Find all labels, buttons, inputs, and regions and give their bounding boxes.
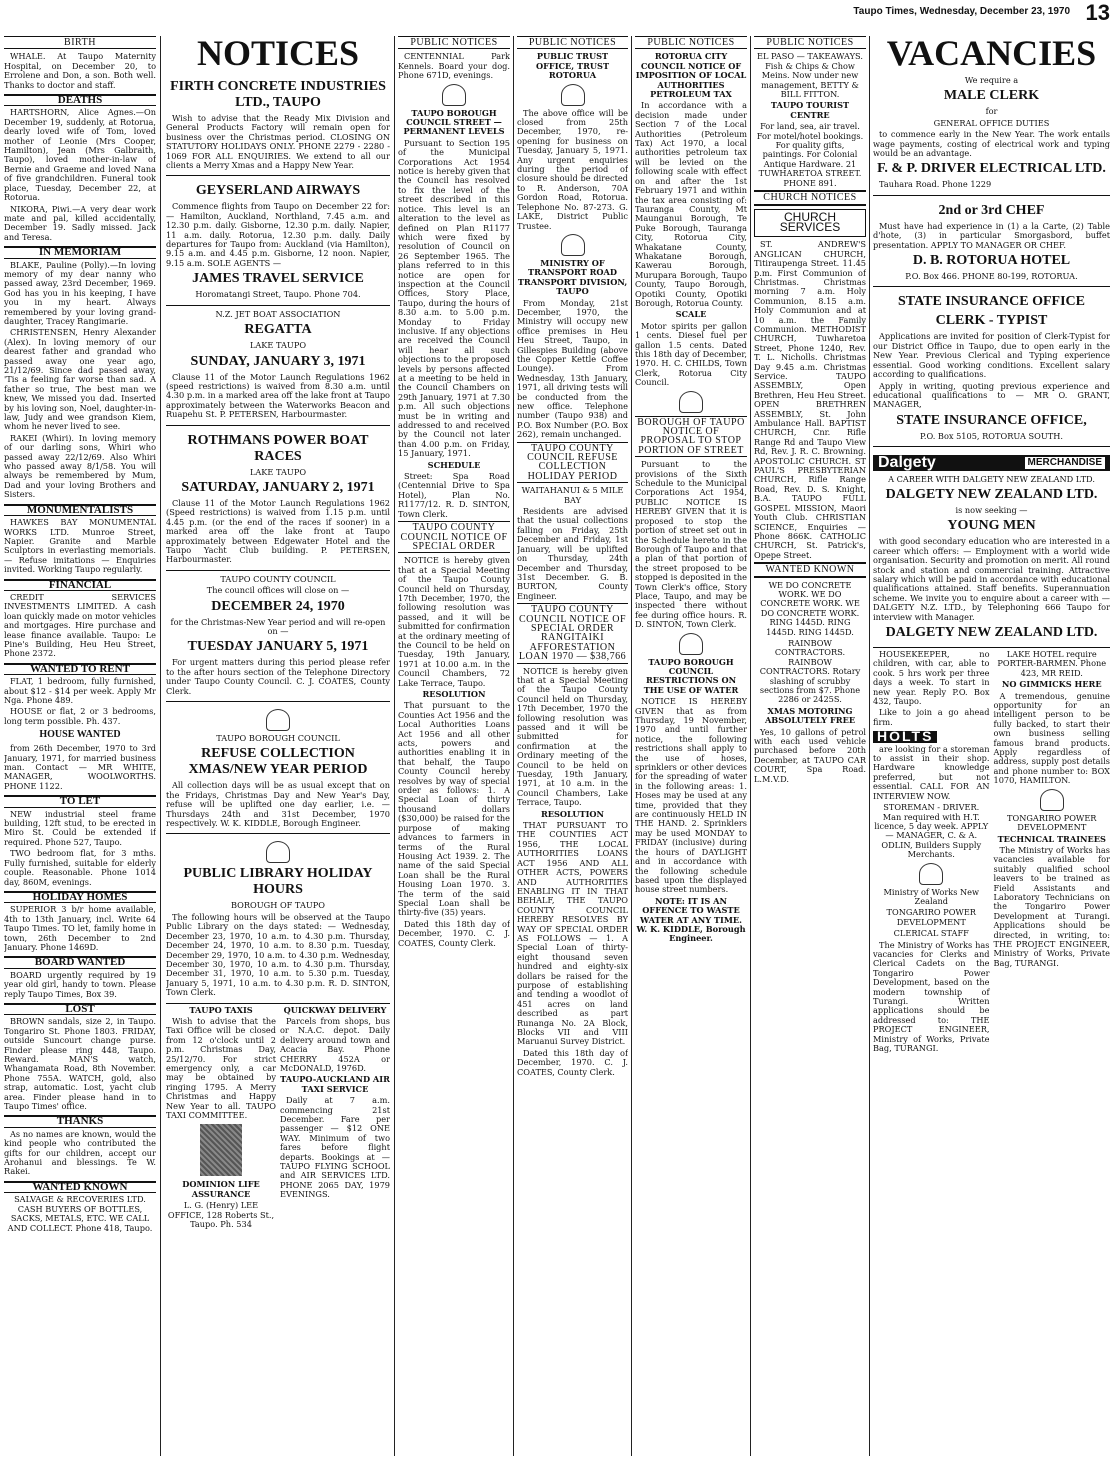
borough-heading: TAUPO BOROUGH COUNCIL STREET — PERMANENT LEVELS: [403, 107, 505, 137]
job-text: Like to join a go ahead firm.: [873, 707, 990, 727]
clerk-text: to commence early in the New Year. The work entails wage payments, costing of electrical work and typing would be an advantage.: [873, 129, 1110, 159]
classifieds-column: [4, 36, 156, 1456]
holts-logo: HOLTS: [873, 731, 937, 742]
regatta-heading: REGATTA: [244, 322, 312, 338]
state-apply: Apply in writing, quoting previous experience and educational qualifications to — MR O. GRANT, MANAGER,: [873, 380, 1110, 410]
clerical-heading: CLERICAL STAFF: [893, 928, 969, 939]
public-notices-header: PUBLIC NOTICES: [517, 36, 628, 49]
dalgety-heading: DALGETY NEW ZEALAND LTD.: [885, 486, 1098, 502]
dalgety-logo: [873, 455, 1110, 470]
memoriam-heading: IN MEMORIAM: [4, 246, 156, 258]
public-notices-header: PUBLIC NOTICES: [754, 36, 866, 49]
trust-heading: PUBLIC TRUST OFFICE, TRUST ROTORUA: [535, 51, 610, 81]
dated-text: Dated this 18th day of December, 1970. C. J. COATES, County Clerk.: [517, 1047, 628, 1077]
memoriam-notice: RAKEI (Whiri). In loving memory of our darling sons, Whiri who passed away 22/12/69. Also Whiri who passed away 8/1/58. You will always be remembered by Mum, Dad and your loving Brothers and Sisters.: [4, 432, 156, 500]
classified-ad: from 26th December, 1970 to 3rd January, 1971, for married business man. Contact — MR WHITE, MANAGER, WOOLWORTHS. PHONE 1122.: [4, 743, 156, 791]
transport-heading: MINISTRY OF TRANSPORT ROAD TRANSPORT DIVISION, TAUPO: [517, 257, 628, 297]
birth-notice: WHALE. At Taupo Maternity Hospital, on December 20, to Errolene and Don, a son. Both well. Thanks to doctor and staff.: [4, 51, 156, 90]
notices-column: [166, 36, 390, 1456]
waste-text: NOTE: IT IS AN OFFENCE TO WASTE WATER AT ANY TIME. W. K. KIDDLE, Borough Engineer.: [636, 895, 746, 944]
resolution-text: THAT PURSUANT TO THE COUNTIES ACT 1956, THE LOCAL AUTHORITIES LOANS ACT 1956 AND ALL OTHER ACTS, POWERS AND AUTHORITIES ENABLING IT IN THAT BEHALF, THE TAUPO COUNTY COUNCIL HEREBY RESOLVES BY WAY OF SPECIAL ORDER AS FOLLOWS — 1. A Special Loan of thirty-eight thousand seven hundred and eighty-six dollars be raised for the purpose of establishing and tending a woodlot of 451 acres on land described as part Runanga No. 2A Block, Blocks VII and VIII Maruanui Survey District.: [517, 820, 628, 1047]
ministry-crest-icon: [919, 863, 943, 885]
column-rule: [869, 36, 870, 1456]
library-heading: PUBLIC LIBRARY HOLIDAY HOURS: [183, 866, 373, 898]
stop-street-heading: BOROUGH OF TAUPO NOTICE OF PROPOSAL TO STOP PORTION OF STREET: [635, 416, 747, 458]
water-text: NOTICE IS HEREBY GIVEN that as from Thursday, 19 November, 1970 and until further notice, the following restrictions shall apply to the use of hoses, sprinklers or other devices for the spreading of water in the following areas: 1. Hoses may be used at any time, provided that they are continuously HELD IN THE HAND. 2. Sprinklers may be used MONDAY to FRIDAY (inclusive) during the hours of DAYLIGHT and in accordance with the following schedule based upon the displayed house street numbers.: [635, 696, 747, 895]
church-text: ST. ANDREW'S ANGLICAN CHURCH, Titiraupenga Street. 11.45 p.m. First Communion of Christmas. Christmas morning 7 a.m. Holy Communion, 8.15 a.m. Holy Communion and at 10 a.m. the Family Communion. METHODIST CHURCH, Tuwharetoa Street, Phone 1240, Rev. T. L. Nicholls. Christmas Day 9.45 a.m. Christmas Service. TAUPO ASSEMBLY, Open Brethren, Heu Heu Street. OPEN BRETHREN ASSEMBLY, St. John Ambulance Hall. BAPTIST CHURCH, Cnr. Rifle Range Rd and Taupo View Rd, Rev. J. R. C. Browning. APOSTOLIC CHURCH. ST PAUL'S PRESBYTERIAN CHURCH, Rifle Range Road, Rev. D. S. Knight, B.A. TAUPO FULL GOSPEL MISSION, Maori Youth Club. CHRISTIAN SCIENCE, Enquiries — Phone 866K. CATHOLIC CHURCH, St. Patrick's, Opepe Street.: [754, 239, 866, 560]
memoriam-notice: BLAKE, Pauline (Polly).—In loving memory of my dear nanny who passed away, 23rd December, 1969. God has you in his keeping, I have you in my heart. Always remembered by your loving grand-daughter, Tracey Rangimarie.: [4, 259, 156, 326]
page-title: Taupo Times, Wednesday, December 23, 1970: [853, 6, 1070, 17]
crest-icon: [679, 633, 703, 655]
trainees-text: The Ministry of Works has vacancies available for suitably qualified school leavers to be trained as Field Assistants and Laboratory Technicians on the Tongariro Power Development at Turangi. Applications should be directed, in writing, to: THE PROJECT ENGINEER, Ministry of Works, Private Bag, TURANGI.: [993, 844, 1110, 968]
state-insurance-heading: STATE INSURANCE OFFICE: [898, 294, 1085, 310]
public-notices-header: PUBLIC NOTICES: [398, 36, 510, 49]
transport-text: From Monday, 21st December, 1970, the Ministry will occupy new office premises in Heu Heu Street, Taupo, in Gillespies Building (above the Copper Kettle Coffee Lounge). From Wednesday, 13th January, 1971, all driving tests will be conducted from the new office. Telephone number (Taupo 938) and P.O. Box Number (P.O. Box 262), remain unchanged.: [517, 297, 628, 440]
rothmans-text: Clause 11 of the Motor Launch Regulations 1962 (Speed restrictions) is waived from 1.15 p.m. until 4.45 p.m. (or the end of the races if sooner) in a marked area off the lake front at Taupo approximately between Edgewater Hotel and the Taupo Yacht Club building. P. PETERSEN, Harbourmaster.: [166, 497, 390, 565]
refuse-pre: TAUPO BOROUGH COUNCIL: [216, 733, 340, 744]
housekeeper-ad: HOUSEKEEPER, no children, with car, able to cook. 5 hrs work per three days a week. To start in new year. Reply P.O. Box 432, Taupo.: [873, 649, 990, 707]
petroleum-heading: ROTORUA CITY COUNCIL NOTICE OF IMPOSITION OF LOCAL AUTHORITIES PETROLEUM TAX: [635, 51, 747, 100]
column-rule: [750, 36, 751, 1456]
driver-heading: F. & P. DRIVER ELECTRICAL LTD.: [877, 161, 1106, 177]
rangitaiki-text: NOTICE is hereby given that at a Special Meeting of the Taupo County Council held on Thursday, 17th December, 1970 the following resolution was passed and it will be submitted for confirmation at the Ordinary meeting of the Council to be held on Tuesday, 19th January, 1971, at 10 a.m. in the Council Chambers, Lake Terrace, Taupo.: [517, 665, 628, 808]
crest-icon: [442, 84, 466, 106]
dated-text: Dated this 18th day of December, 1970. C. J. COATES, County Clerk.: [398, 918, 510, 948]
air-taxi-heading: TAUPO-AUCKLAND AIR TAXI SERVICE: [280, 1074, 390, 1094]
tongariro-heading: TONGARIRO POWER DEVELOPMENT: [886, 907, 976, 927]
schedule-heading: SCHEDULE: [427, 459, 481, 470]
firth-text: Wish to advise that the Ready Mix Division and General Products Factory will remain open for business over the Christmas period. CLOSING ON STATUTORY HOLIDAYS ONLY. PHONE 2279 - 2280 - 1069 FOR ALL ENQUIRIES. We extend to all our clients a Merry Xmas and a Happy New Year.: [166, 113, 390, 171]
regatta-text: Clause 11 of the Motor Launch Regulations 1962 (speed restrictions) is waived from 8.30 a.m. until 4.30 p.m. in a marked area off the lake front at Taupo approximately between the Waterworks Beacon and Ruapehu St. P. PETERSEN, Harbourmaster.: [166, 371, 390, 420]
dominion-heading: DOMINION LIFE ASSURANCE: [182, 1179, 260, 1199]
classified-ad: FLAT, 1 bedroom, fully furnished, about $12 - $14 per week. Apply Mr Nga. Phone 489.: [4, 676, 156, 705]
page-number: 13: [1085, 0, 1110, 25]
public-notices-column-1: [398, 36, 510, 1456]
dalgety-text: with good secondary education who are interested in a career which offers: — Employment with a world wide organisation. Security and promotion on merit. All round stock and station and commercial training. Attractive salary which will be paid in accordance with educational qualifications attained. Staff benefits. Superannuation scheme. We invite you to enquire about a career with — DALGETY N.Z. LTD., by Telephoning 666 Taupo for interview with Manager.: [873, 536, 1110, 622]
county-text: The council offices will close on —: [206, 585, 350, 596]
resolution-heading: RESOLUTION: [422, 689, 486, 699]
library-sub: BOROUGH OF TAUPO: [231, 900, 325, 911]
rothmans-sub: LAKE TAUPO: [249, 466, 307, 477]
wanted-known-heading: WANTED KNOWN: [754, 562, 866, 577]
crest-icon: [266, 709, 290, 731]
rainbow-ad: RAINBOW CONTRACTORS. RAINBOW CONTRACTORS. Rotary slashing of scrubby sections from $7. Phone 2286 or 2425S.: [759, 637, 861, 705]
air-taxi-text: Daily at 7 a.m. commencing 21st December. Fare per passenger — $12 ONE WAY. Minimum of two fares before flight departs. Bookings at — TAUPO FLYING SCHOOL and AIR SERVICES LTD. PHONE 2065 DAY, 1979 EVENINGS.: [280, 1095, 390, 1200]
ministry-heading: Ministry of Works New Zealand: [883, 886, 980, 906]
church-logo-text: CHURCH SERVICES: [779, 209, 841, 234]
public-notices-header: PUBLIC NOTICES: [635, 36, 747, 49]
refuse-heading: TAUPO COUNTY COUNCIL REFUSE COLLECTION HOLIDAY PERIOD: [517, 442, 628, 484]
trust-text: The above office will be closed from 25th December, 1970, re-opening for business on Tuesday, January 5, 1971. Any urgent enquiries during the period of closure should be directed to R. Anderson, 70A Gordon Road, Rotorua. Telephone No. 87-273. G. LAKE, District Public Trustee.: [517, 107, 628, 231]
column-rule: [513, 36, 514, 1456]
crest-icon: [561, 234, 585, 256]
trainees-heading: TECHNICAL TRAINEES: [997, 833, 1106, 844]
storeman-ad: STOREMAN - DRIVER. Man required with H.T. licence, 5 day week. APPLY — MANAGER, C. & A. ODLIN, Builders Supply Merchants.: [874, 802, 989, 860]
county-heading: TAUPO COUNTY COUNCIL: [220, 573, 336, 584]
refuse-heading: REFUSE COLLECTION XMAS/NEW YEAR PERIOD: [188, 746, 368, 778]
hotel-text: P.O. Box 466. PHONE 80-199, ROTORUA.: [905, 271, 1078, 282]
deaths-heading: DEATHS: [4, 94, 156, 106]
dalgety-career: A CAREER WITH DALGETY NEW ZEALAND LTD.: [888, 473, 1095, 484]
financial-heading: FINANCIAL: [4, 579, 156, 591]
wanted-rent-heading: WANTED TO RENT: [4, 663, 156, 675]
dominion-text: L. G. (Henry) LEE OFFICE, 128 Roberts St., Taupo. Ph. 534: [167, 1200, 275, 1230]
column-rule: [160, 36, 161, 1456]
death-notice: HARTSHORN, Alice Agnes.—On December 19, suddenly, at Rotorua, dearly loved wife of Tom, loved mother of Leonie (Mrs Cooper, Hamilton), Jean (Mrs Galbraith, Taupo), loved mother-in-law of Bernie and Graeme and loved Nana of five grandchildren. Funeral took place, Tuesday, December 22, at Rotorua.: [4, 107, 156, 203]
wanted-known-heading: WANTED KNOWN: [4, 1181, 156, 1193]
water-heading: TAUPO BOROUGH COUNCIL RESTRICTIONS ON THE USE OF WATER: [643, 656, 739, 695]
church-logo: [754, 209, 866, 238]
state-addr: P.O. Box 5105, ROTORUA SOUTH.: [920, 430, 1063, 441]
financial-ad: CREDIT SERVICES INVESTMENTS LIMITED. A cash loan quickly made on motor vehicles and mortgages. Hire purchase and lease finance available. Taupo: Le Pine's Building, Heu Heu Street, Phone 2372.: [4, 591, 156, 659]
scale-heading: SCALE: [675, 309, 707, 320]
refuse-text: Residents are advised that the usual collections falling on Friday, 25th December and Friday, 1st January, will be uplifted on Thursday, 24th December and Thursday, 31st December. G. B. BURTON, County Engineer.: [517, 506, 628, 601]
scale-text: Motor spirits per gallon 1 cents. Diesel fuel per gallon 1.5 cents. Dated this 18th day of December, 1970. H. C. CHILDS, Town Clerk, Rotorua City Council.: [635, 320, 747, 388]
clerical-text: The Ministry of Works has vacancies for Clerks and Clerical Cadets on the Tongariro Power Development, based on the modern township of Turangi. Written applications should be addressed to: THE PROJECT ENGINEER, Ministry of Works, Private Bag, TURANGI.: [873, 939, 990, 1054]
holts-text: are looking for a storeman to assist in their shop. Hardware knowledge preferred, but not essential. CALL FOR AN INTERVIEW NOW.: [873, 743, 990, 801]
resolution-text: That pursuant to the Counties Act 1956 and the Local Authorities Loans Act 1956 and all other acts, powers and authorities enabling it in that behalf, the Taupo County Council hereby resolves by way of special order as follows: 1. A Special Loan of thirty thousand dollars ($30,000) be raised for the purpose of making advances to farmers in terms of the Rural Housing Act 1939. 2. The name of the said Special Loan shall be the Rural Housing Loan 1970. 3. The term of the said Special Loan shall be thirty-five (35) years.: [398, 700, 510, 918]
church-column: [754, 36, 866, 1456]
concrete-ad: WE DO CONCRETE WORK. WE DO CONCRETE WORK. WE DO CONCRETE WORK. RING 1445D. RING 1445D. RING 1445D.: [760, 579, 860, 637]
special-order-text: NOTICE is hereby given that at a Special Meeting of the Taupo County Council held on Thursday, 17th December, 1970, the following resolution was passed, and it will be submitted for confirmation at the ordinary meeting of the Council to be held on Tuesday, 19th January, 1971 at 10.00 a.m. in the Council Chambers, 72 Lake Terrace, Taupo.: [398, 555, 510, 688]
column-rule: [394, 36, 395, 1456]
county-date2: TUESDAY JANUARY 5, 1971: [187, 639, 369, 655]
classified-ad: As no names are known, would the kind people who contributed the gifts for our children, accept our Arohanui and blessings. Te W. Rakei.: [4, 1128, 156, 1177]
dalgety-heading-2: DALGETY NEW ZEALAND LTD.: [885, 625, 1098, 640]
ministry-crest-icon: [1040, 789, 1064, 811]
dalgety-merch-text: MERCHANDISE: [1025, 457, 1105, 468]
schedule-text: Street: Spa Road (Centennial Drive to Spa Hotel), Plan No. R1177/12. R. D. SINTON, Town Clerk.: [398, 471, 510, 519]
library-text: The following hours will be observed at the Taupo Public Library on the days stated: — Wednesday, December 23, 1970, 10 a.m. to 4.30 p.m. Thursday, December 24, 1970, 10 a.m. to 8.30 p.m. Tuesday, December 29, 1970, 10 a.m. to 4.30 p.m. Wednesday, December 30, 1970, 10 a.m. to 4.30 p.m. Thursday, December 31, 1970, 10 a.m. to 5.30 p.m. Tuesday, January 5, 1971, 10 a.m. to 4.30 p.m. R. D. SINTON, Town Clerk.: [166, 911, 390, 998]
classified-ad: TWO bedroom flat, for 3 mths. Fully furnished, suitable for elderly couple. Reasonable. Phone 1014 day, 860M, evenings.: [4, 848, 156, 887]
taxis-heading: TAUPO TAXIS: [189, 1004, 253, 1015]
tongariro-heading: TONGARIRO POWER DEVELOPMENT: [1007, 812, 1097, 833]
firth-heading: FIRTH CONCRETE INDUSTRIES LTD., TAUPO: [170, 79, 386, 110]
death-notice: NIKORA, Piwi.—A very dear work mate and pal, killed accidentally, December 19. Sadly missed. Jack and Teresa.: [4, 203, 156, 242]
crest-icon: [561, 84, 585, 106]
classified-ad: BROWN sandals, size 2, in Taupo. Tongariro St. Phone 1803. FRIDAY, outside Suncourt change purse. Finder please ring 448, Taupo. Reward. MAN'S watch, Whangamata Road, 8th November. Phone 755A. WATCH, gold, also strap, automatic. Lost, yacht club area. Finder please hand in to Taupo Times' office.: [4, 1016, 156, 1112]
lake-hotel-ad: LAKE HOTEL require PORTER-BARMEN. Phone 423, MR REID.: [997, 649, 1107, 678]
rangitaiki-heading: TAUPO COUNTY COUNCIL NOTICE OF SPECIAL ORDER RANGITAIKI AFFORESTATION LOAN 1970 — $38,766: [518, 604, 627, 663]
memoriam-notice: CHRISTENSEN, Henry Alexander (Alex). In loving memory of our dearest father and grandad who passed away one year ago, 21/12/69. Since dad passed away, 'Tis a feeling far worse than sad. A father so true, The best man we knew, We missed you dad. Inserted by his loving son, Noel, daughter-in-law, Judy and wee grandson Kiem, whom he never lived to see.: [4, 327, 156, 432]
james-travel-text: Horomatangi Street, Taupo. Phone 704.: [195, 289, 361, 300]
male-clerk-heading: MALE CLERK: [943, 88, 1040, 104]
clerk-sub: GENERAL OFFICE DUTIES: [933, 117, 1050, 128]
county-date1: DECEMBER 24, 1970: [211, 598, 345, 614]
portrait-photo: [200, 1124, 242, 1176]
classified-ad: NEW industrial steel frame building, 12ft stud, to be erected in Miro St. Could be extended if required. Phone 527, Taupo.: [4, 808, 156, 847]
state-insurance-heading-2: STATE INSURANCE OFFICE,: [896, 412, 1087, 428]
regatta-sub: LAKE TAUPO: [249, 340, 307, 351]
masthead: [0, 0, 1114, 25]
tourist-text: For land, sea, air travel. For motel/hotel bookings. For quality gifts, paintings. For Colonial Antique Hardware. 21 TUWHARETOA STREET. PHONE 891.: [756, 121, 864, 188]
monumental-heading: MONUMENTALISTS: [4, 504, 156, 516]
clerk-typist-heading: CLERK - TYPIST: [935, 313, 1048, 329]
thanks-heading: THANKS: [4, 1115, 156, 1127]
birth-heading: BIRTH: [4, 36, 156, 49]
hotel-heading: D. B. ROTORUA HOTEL: [912, 253, 1071, 269]
dalgety-seek: is now seeking —: [955, 504, 1028, 515]
holiday-homes-heading: HOLIDAY HOMES: [4, 891, 156, 903]
regatta-pre: N.Z. JET BOAT ASSOCIATION: [215, 308, 341, 319]
chef-heading: 2nd or 3rd CHEF: [938, 202, 1045, 218]
board-wanted-heading: BOARD WANTED: [4, 956, 156, 968]
tourist-heading: TAUPO TOURIST CENTRE: [770, 100, 850, 120]
gimmicks-text: A tremendous, genuine opportunity for an intelligent person to be fully backed, to start their own business selling famous brand products. Apply regardless of address, supply post details and phone number to: BOX 1070, HAMILTON.: [993, 690, 1110, 786]
driver-addr: Tauhara Road. Phone 1229: [879, 179, 992, 190]
el-paso-ad: EL PASO — TAKEAWAYS. Fish & Chips & Chow Meins. Now under new management, BETTY & BILL FITTON.: [757, 51, 863, 100]
classified-ad: SUPERIOR 3 b/r home available, 4th to 13th January, incl. Write 64 Taupo Times. TO let, family home in town, 26th December to 2nd January. Phone 1469D.: [4, 904, 156, 952]
monumental-ad: HAWKES BAY MONUMENTAL WORKS LTD. Munroe Street, Napier. Granite and Marble Sculptors in everlasting memorials. — Refuse imitations — Enquiries invited. Working Taupo regularly.: [4, 517, 156, 575]
stop-street-text: Pursuant to the provisions of the Sixth Schedule to the Municipal Corporations Act 1954, PUBLIC NOTICE IS HEREBY GIVEN that it is proposed to stop the portion of street set out in the Schedule hereto in the Borough of Taupo and that a plan of that portion of the street proposed to be stopped is deposited in the Town Clerk's office, Story Place, Taupo, and may be inspected there without fee during office hours. R. D. SINTON, Town Clerk.: [635, 459, 747, 630]
county-text2: For urgent matters during this period please refer to the after hours section of the Telephone Directory under Taupo County Council. C. J. COATES, County Clerk.: [166, 657, 390, 696]
james-travel-heading: JAMES TRAVEL SERVICE: [192, 271, 364, 287]
kennels-ad: CENTENNIAL Park Kennels. Board your dog. Phone 671D, evenings.: [398, 51, 510, 81]
county-mid: for the Christmas-New Year period and will re-open on —: [170, 616, 386, 636]
dalgety-logo-text: Dalgety: [878, 454, 936, 472]
xmas-motoring-text: Yes, 10 gallons of petrol with each used vehicle purchased before 20th December, at TAUPO CAR COURT, Spa Road. L.M.V.D.: [754, 726, 866, 784]
rothmans-heading: ROTHMANS POWER BOAT RACES: [187, 432, 369, 464]
state-text: Applications are invited for position of Clerk-Typist for our District Office in Taupo, due to open early in the New Year. Previous Clerical and Typing experience essential. Good working conditions. Excellent salary according to qualifications.: [873, 331, 1110, 380]
classified-ad: SALVAGE & RECOVERIES LTD. CASH BUYERS OF BOTTLES, SACKS, METALS, ETC. WE CALL AND COLLECT. Phone 418, Taupo.: [7, 1194, 153, 1233]
church-notices-header: CHURCH NOTICES: [754, 190, 866, 205]
clerk-for: for: [985, 106, 998, 117]
petroleum-text: In accordance with a decision made under Section 7 of the Local Authorities (Petroleum Tax) Act 1970, a local authorities petroleum tax will be levied on the following scale with effect on and after the 1st February 1971 and within the tax area consisting of: Tauranga County, Mt Maunganui Borough, Te Puke Borough, Tauranga City, Rotorua City, Whakatane County, Whakatane Borough, Kawerau Borough, Murupara Borough, Taupo County, Taupo Borough, Opotiki County, Opotiki Borough, Rotorua County.: [635, 100, 747, 308]
refuse-sub: WAITAHANUI & 5 MILE BAY: [521, 485, 624, 505]
rothmans-date: SATURDAY, JANUARY 2, 1971: [181, 479, 375, 495]
geyserland-text: Commence flights from Taupo on December 22 for: — Hamilton, Auckland, Northland, 7.45 a.m. and 12.30 p.m. daily. Gisborne, 12.30 p.m. daily. Napier, 11 a.m. daily. Rotorua, 12.30 p.m. daily. Daily departures for Taupo from: Auckland (via Hamilton), 9.15 a.m. and 4.45 p.m. Gisborne, 12 noon. Napier, 9.15 a.m. SOLE AGENTS —: [166, 201, 390, 268]
young-men-heading: YOUNG MEN: [947, 518, 1036, 534]
column-rule: [631, 36, 632, 1456]
notices-title: NOTICES: [196, 36, 360, 73]
vacancies-title: VACANCIES: [886, 36, 1097, 73]
clerk-pre: We require a: [964, 75, 1019, 85]
borough-text: Pursuant to Section 195 of the Municipal Corporations Act 1954 notice is hereby given that the Council has resolved to fix the level of the street described in this notice. This level is an alteration to the level as defined on Plan R1177 which were fixed by resolution of Council on 26 September 1965. The plans referred to in this notice are open for inspection at the Council Offices, Story Place, Taupo, during the hours of 8.30 a.m. to 5.00 p.m. Monday to Friday inclusive. If any objections are received the Council will hear all such objections to the proposed levels by persons affected at a meeting to be held in the Council Chambers on 29th January, 1971 at 7.30 p.m. All such objections must be in writing and addressed to and received by the Council not later than 4.00 p.m. on Friday, 15 January, 1971.: [398, 137, 510, 459]
quickway-text: Parcels from shops, bus or N.A.C. depot. Daily delivery around town and Acacia Bay. Phone CHERRY 452A or McDONALD, 1976D.: [280, 1015, 390, 1073]
chef-text: Must have had experience in (1) a la Carte, (2) Table d'hote, (3) in particular Smorgasbord, buffet presentation. APPLY TO MANAGER OR CHEF.: [873, 220, 1110, 250]
public-notices-column-3: [635, 36, 747, 1456]
special-order-heading: TAUPO COUNTY COUNCIL NOTICE OF SPECIAL ORDER: [398, 521, 510, 553]
lost-heading: LOST: [4, 1003, 156, 1015]
regatta-date: SUNDAY, JANUARY 3, 1971: [190, 353, 366, 369]
gimmicks-heading: NO GIMMICKS HERE: [1001, 679, 1102, 690]
to-let-heading: TO LET: [4, 795, 156, 807]
quickway-heading: QUICKWAY DELIVERY: [283, 1004, 387, 1015]
vacancies-column: [873, 36, 1110, 1456]
public-notices-column-2: [517, 36, 628, 1456]
refuse-text: All collection days will be as usual except that on the Fridays, Christmas Day and New Year's Day, refuse will be uplifted one day earlier, i.e. — Thursdays 24th and 31st December, 1970 respectively. W. K. KIDDLE, Borough Engineer.: [166, 780, 390, 829]
geyserland-heading: GEYSERLAND AIRWAYS: [195, 183, 361, 199]
taxis-text: Wish to advise that the Taxi Office will be closed from 12 o'clock until 2 p.m. Christmas Day, 25/12/70. For strict emergency only, a car may be obtained by ringing 1795. A Merry Christmas and Happy New Year to all. TAUPO TAXI COMMITTEE.: [166, 1015, 276, 1120]
xmas-motoring-heading: XMAS MOTORING ABSOLUTELY FREE: [764, 705, 856, 726]
crest-icon: [679, 391, 703, 413]
house-wanted-heading: HOUSE WANTED: [39, 729, 121, 741]
classified-ad: HOUSE or flat, 2 or 3 bedrooms, long term possible. Ph. 437.: [4, 706, 156, 726]
classified-ad: BOARD urgently required by 19 year old girl, handy to town. Please reply Taupo Times, Box 39.: [4, 969, 156, 999]
resolution-heading: RESOLUTION: [540, 808, 605, 819]
crest-icon: [266, 841, 290, 863]
